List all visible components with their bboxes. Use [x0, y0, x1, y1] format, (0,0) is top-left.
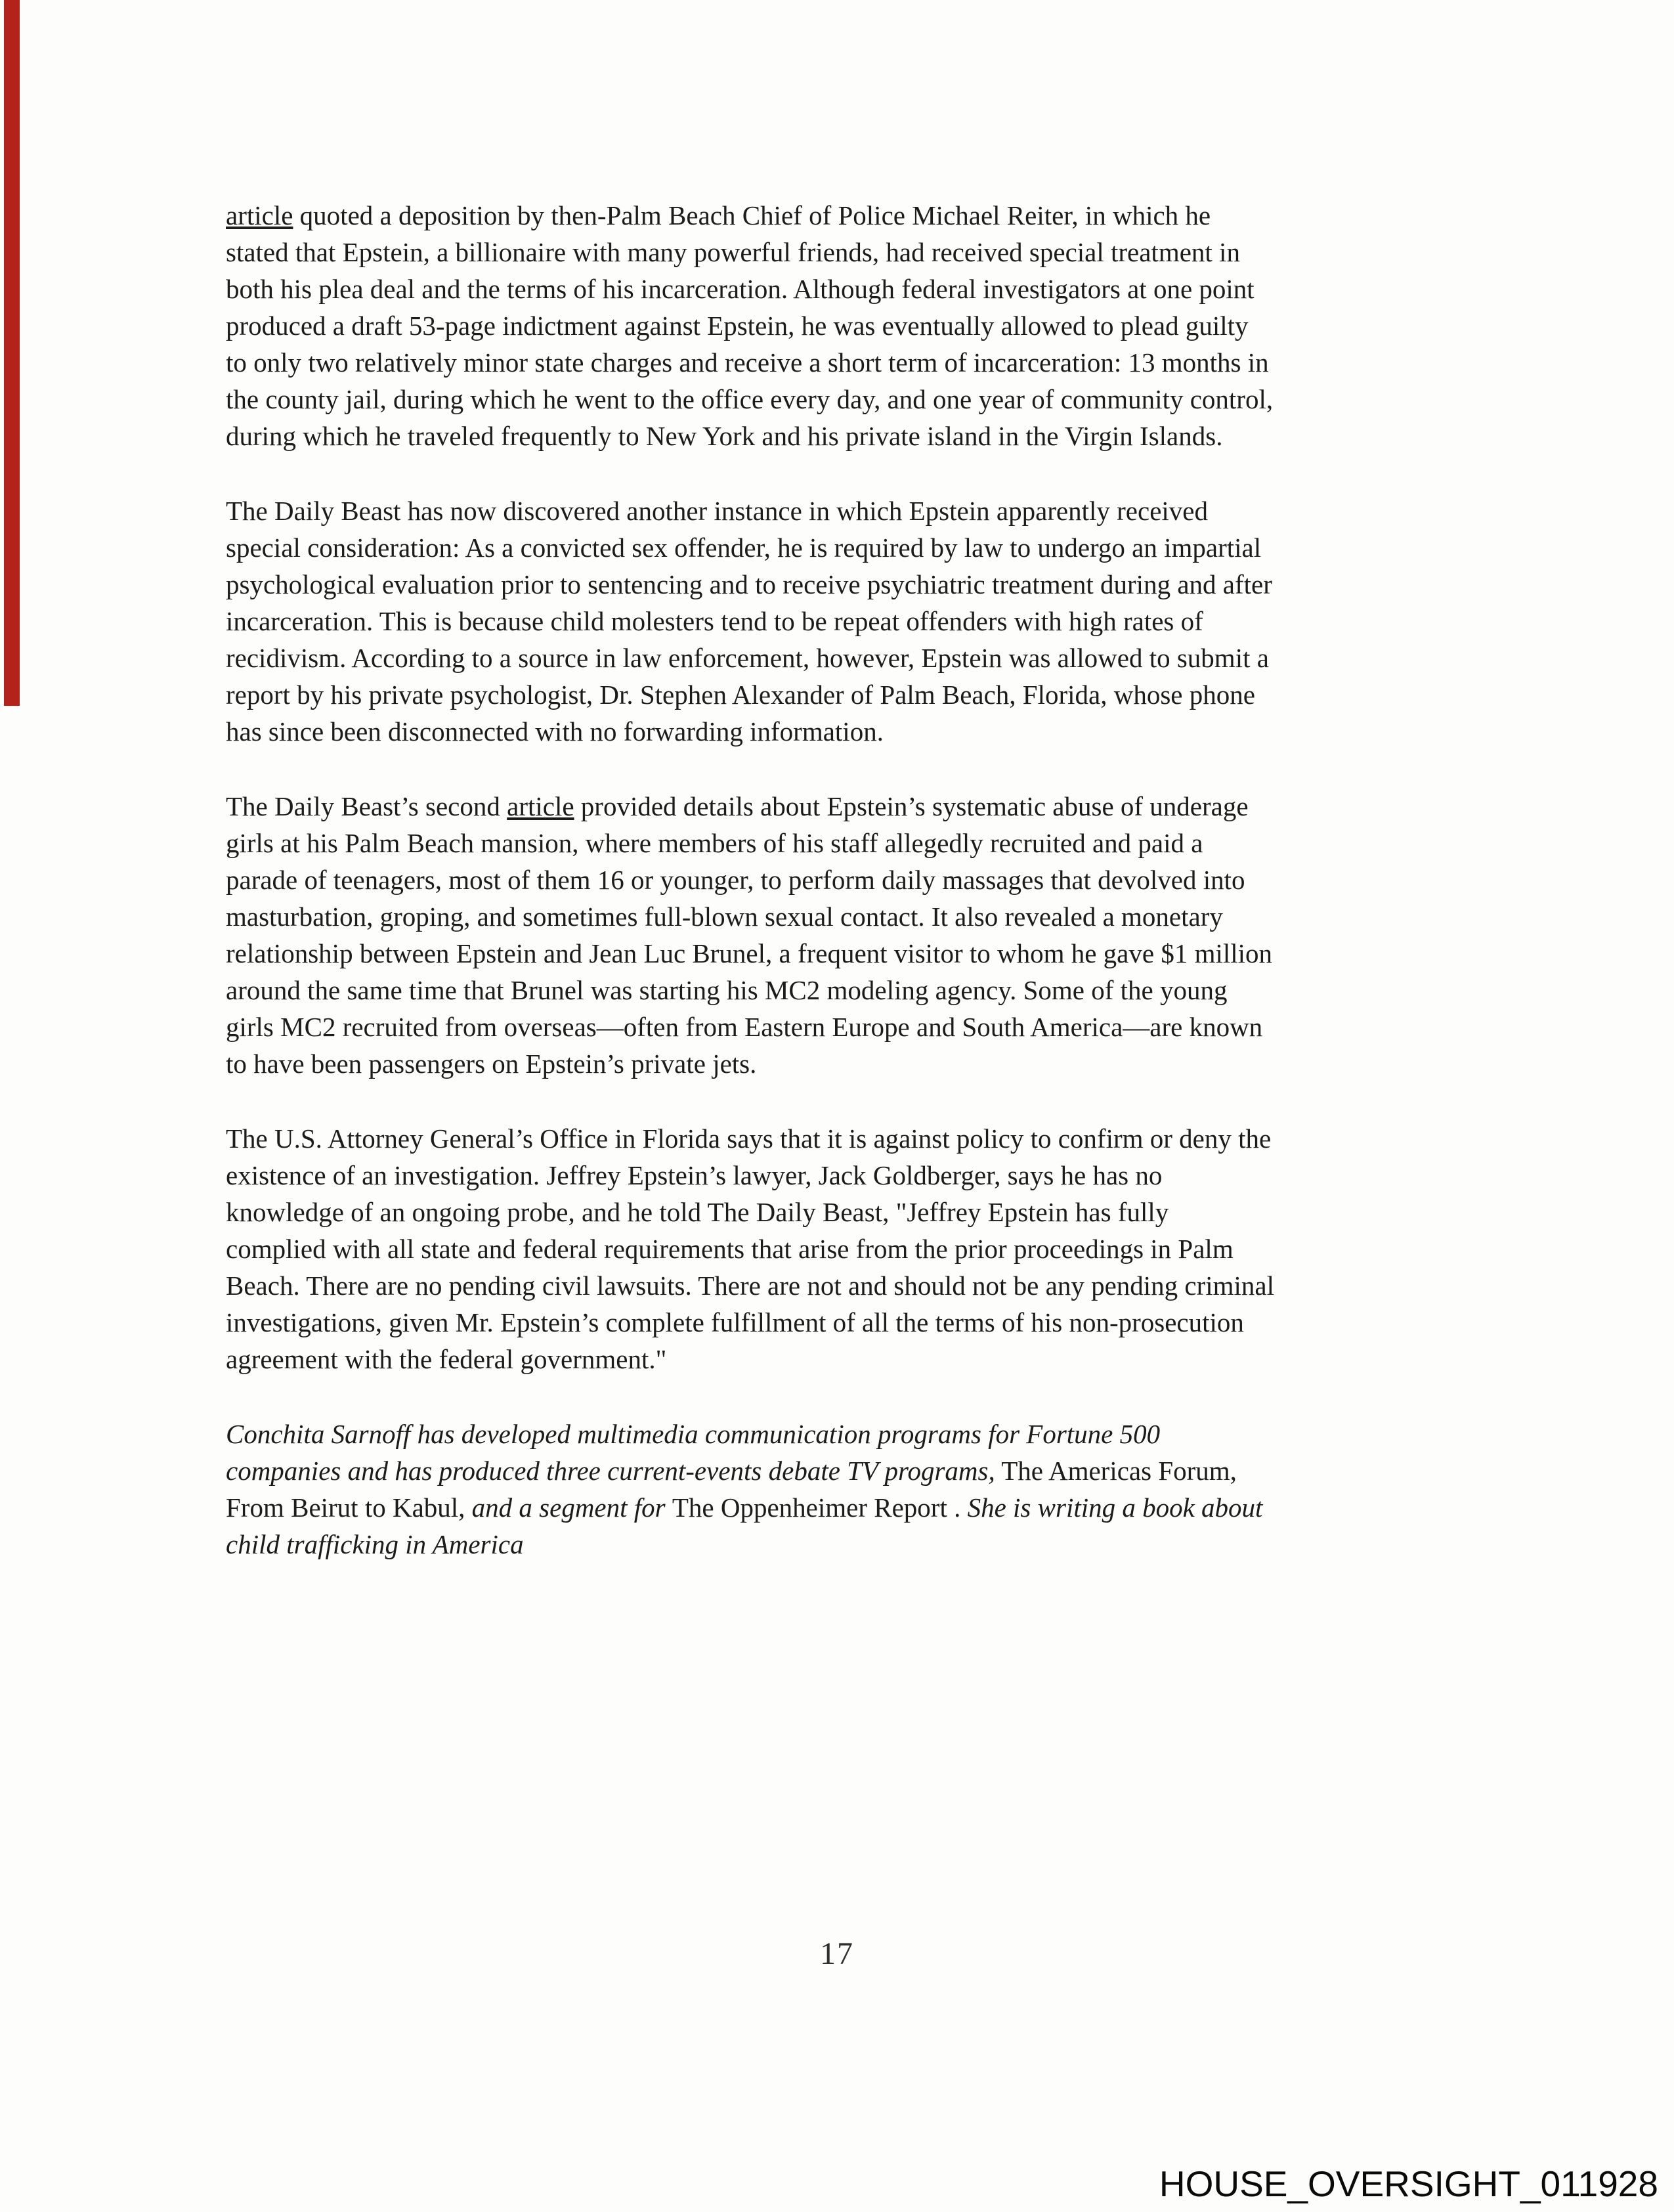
- text-line: [226, 1489, 1463, 1526]
- text-run: masturbation, groping, and sometimes full-blown sexual contact. It also revealed a monetary: [226, 901, 1223, 932]
- text-line: [226, 935, 1463, 972]
- text-run: the county jail, during which he went to the office every day, and one year of community control,: [226, 384, 1274, 414]
- text-line: [226, 640, 1463, 676]
- text-line: [226, 1416, 1463, 1452]
- text-line: [226, 307, 1463, 344]
- text-line: [226, 381, 1463, 418]
- text-line: [226, 1157, 1463, 1194]
- paragraph-4: [226, 1120, 1463, 1377]
- text-run: companies and has produced three current-events debate TV programs,: [226, 1456, 995, 1486]
- text-run: knowledge of an ongoing probe, and he told The Daily Beast, "Jeffrey Epstein has fully: [226, 1197, 1169, 1227]
- text-run: to only two relatively minor state charges and receive a short term of incarceration: 13 months in: [226, 347, 1269, 378]
- text-run: The Daily Beast has now discovered another instance in which Epstein apparently received: [226, 496, 1208, 526]
- bates-stamp: HOUSE_OVERSIGHT_011928: [1159, 2163, 1658, 2204]
- text-line: [226, 234, 1463, 271]
- paragraph-3: [226, 788, 1463, 1082]
- text-run: special consideration: As a convicted sex offender, he is required by law to undergo an impartial: [226, 532, 1262, 563]
- text-run: The Americas Forum,: [995, 1456, 1237, 1486]
- text-line: [226, 603, 1463, 640]
- text-line: [226, 197, 1463, 234]
- text-line: [226, 344, 1463, 381]
- text-line: [226, 825, 1463, 861]
- text-run: relationship between Epstein and Jean Luc Brunel, a frequent visitor to whom he gave $1 million: [226, 938, 1273, 968]
- text-run: Beach. There are no pending civil lawsuits. There are not and should not be any pending criminal: [226, 1270, 1275, 1301]
- text-line: [226, 1045, 1463, 1082]
- text-line: [226, 1526, 1463, 1563]
- paragraph-1: [226, 197, 1463, 454]
- text-run: stated that Epstein, a billionaire with many powerful friends, had received special treatment in: [226, 237, 1240, 267]
- text-line: [226, 566, 1463, 603]
- text-line: [226, 1120, 1463, 1157]
- text-run: child trafficking in America: [226, 1529, 524, 1559]
- document-text: [226, 197, 1463, 1601]
- text-run: psychological evaluation prior to sentencing and to receive psychiatric treatment during and after: [226, 569, 1272, 599]
- paragraph-2: [226, 492, 1463, 750]
- text-run: report by his private psychologist, Dr. Stephen Alexander of Palm Beach, Florida, whose phone: [226, 680, 1255, 710]
- red-margin-stripe: [4, 0, 20, 706]
- text-run: incarceration. This is because child molesters tend to be repeat offenders with high rates of: [226, 606, 1203, 636]
- text-run: girls MC2 recruited from overseas—often from Eastern Europe and South America—are known: [226, 1012, 1263, 1042]
- text-line: [226, 529, 1463, 566]
- underlined-article-text: article: [507, 791, 574, 821]
- text-run: agreement with the federal government.": [226, 1344, 667, 1374]
- underlined-article-text: article: [226, 200, 293, 230]
- text-run: investigations, given Mr. Epstein’s complete fulfillment of all the terms of his non-prosecution: [226, 1307, 1244, 1337]
- text-run: The Daily Beast’s second: [226, 791, 507, 821]
- text-run: both his plea deal and the terms of his incarceration. Although federal investigators at one point: [226, 274, 1255, 304]
- text-run: around the same time that Brunel was starting his MC2 modeling agency. Some of the young: [226, 975, 1228, 1005]
- text-run: Conchita Sarnoff has developed multimedia communication programs for Fortune 500: [226, 1419, 1161, 1449]
- text-run: complied with all state and federal requirements that arise from the prior proceedings in Palm: [226, 1234, 1234, 1264]
- text-run: produced a draft 53-page indictment against Epstein, he was eventually allowed to plead guilty: [226, 311, 1249, 341]
- text-line: [226, 418, 1463, 454]
- text-line: [226, 972, 1463, 1008]
- text-run: girls at his Palm Beach mansion, where members of his staff allegedly recruited and paid a: [226, 828, 1203, 858]
- text-run: to have been passengers on Epstein’s private jets.: [226, 1049, 757, 1079]
- text-run: The U.S. Attorney General’s Office in Florida says that it is against policy to confirm or deny the: [226, 1123, 1272, 1154]
- text-line: [226, 492, 1463, 529]
- text-line: [226, 1304, 1463, 1341]
- page-number: 17: [820, 1936, 854, 1971]
- text-line: [226, 788, 1463, 825]
- text-run: and a segment for: [465, 1492, 672, 1523]
- text-run: From Beirut to Kabul,: [226, 1492, 465, 1523]
- text-line: [226, 898, 1463, 935]
- text-run: provided details about Epstein’s systematic abuse of underage: [574, 791, 1249, 821]
- text-line: [226, 676, 1463, 713]
- text-line: [226, 1341, 1463, 1377]
- text-run: existence of an investigation. Jeffrey Epstein’s lawyer, Jack Goldberger, says he has no: [226, 1160, 1163, 1190]
- text-line: [226, 1194, 1463, 1230]
- text-line: [226, 1452, 1463, 1489]
- text-run: during which he traveled frequently to New York and his private island in the Virgin Islands.: [226, 421, 1223, 451]
- paragraph-5: [226, 1416, 1463, 1563]
- text-run: parade of teenagers, most of them 16 or younger, to perform daily massages that devolved into: [226, 865, 1245, 895]
- text-line: [226, 1267, 1463, 1304]
- text-run: quoted a deposition by then-Palm Beach Chief of Police Michael Reiter, in which he: [293, 200, 1211, 230]
- text-line: [226, 1008, 1463, 1045]
- text-line: [226, 271, 1463, 307]
- text-run: recidivism. According to a source in law enforcement, however, Epstein was allowed to submit a: [226, 643, 1269, 673]
- text-run: has since been disconnected with no forwarding information.: [226, 716, 884, 747]
- text-run: She is writing a book about: [960, 1492, 1263, 1523]
- text-line: [226, 1230, 1463, 1267]
- text-line: [226, 713, 1463, 750]
- text-line: [226, 861, 1463, 898]
- text-run: The Oppenheimer Report .: [672, 1492, 961, 1523]
